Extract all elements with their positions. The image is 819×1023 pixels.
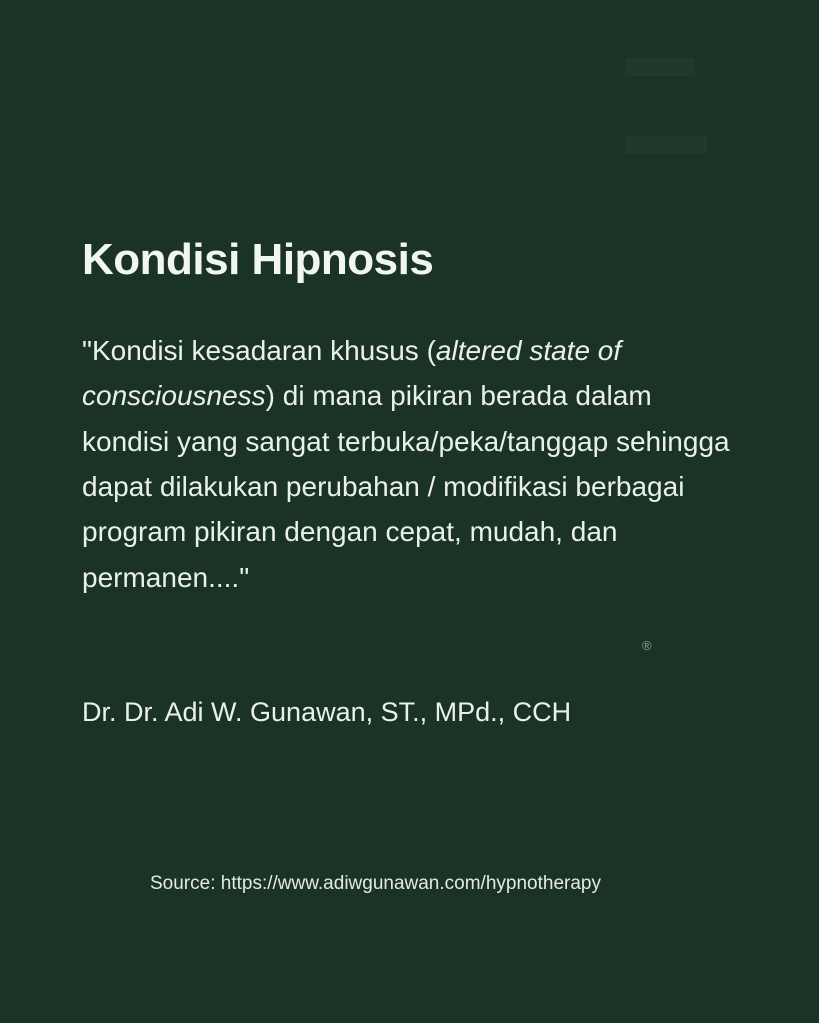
ghost-mark-top [625, 58, 695, 76]
quote-text [82, 328, 742, 600]
page-title: Kondisi Hipnosis [82, 235, 434, 284]
ghost-mark-second [625, 136, 707, 154]
quote-part-one: "Kondisi kesadaran khusus ( [82, 335, 436, 366]
registered-mark-icon: ® [642, 638, 652, 653]
quote-part-two: ) di mana pikiran berada dalam kondisi yang sangat terbuka/peka/tanggap sehingga dapat dilakukan perubahan / modifikasi berbagai program pikiran dengan cepat, mudah, dan permanen...." [82, 380, 730, 593]
quote-author: Dr. Dr. Adi W. Gunawan, ST., MPd., CCH [82, 697, 572, 727]
quote-italic-phrase: altered state of consciousness [82, 335, 622, 412]
source-caption: Source: https://www.adiwgunawan.com/hypnotherapy [150, 873, 601, 894]
